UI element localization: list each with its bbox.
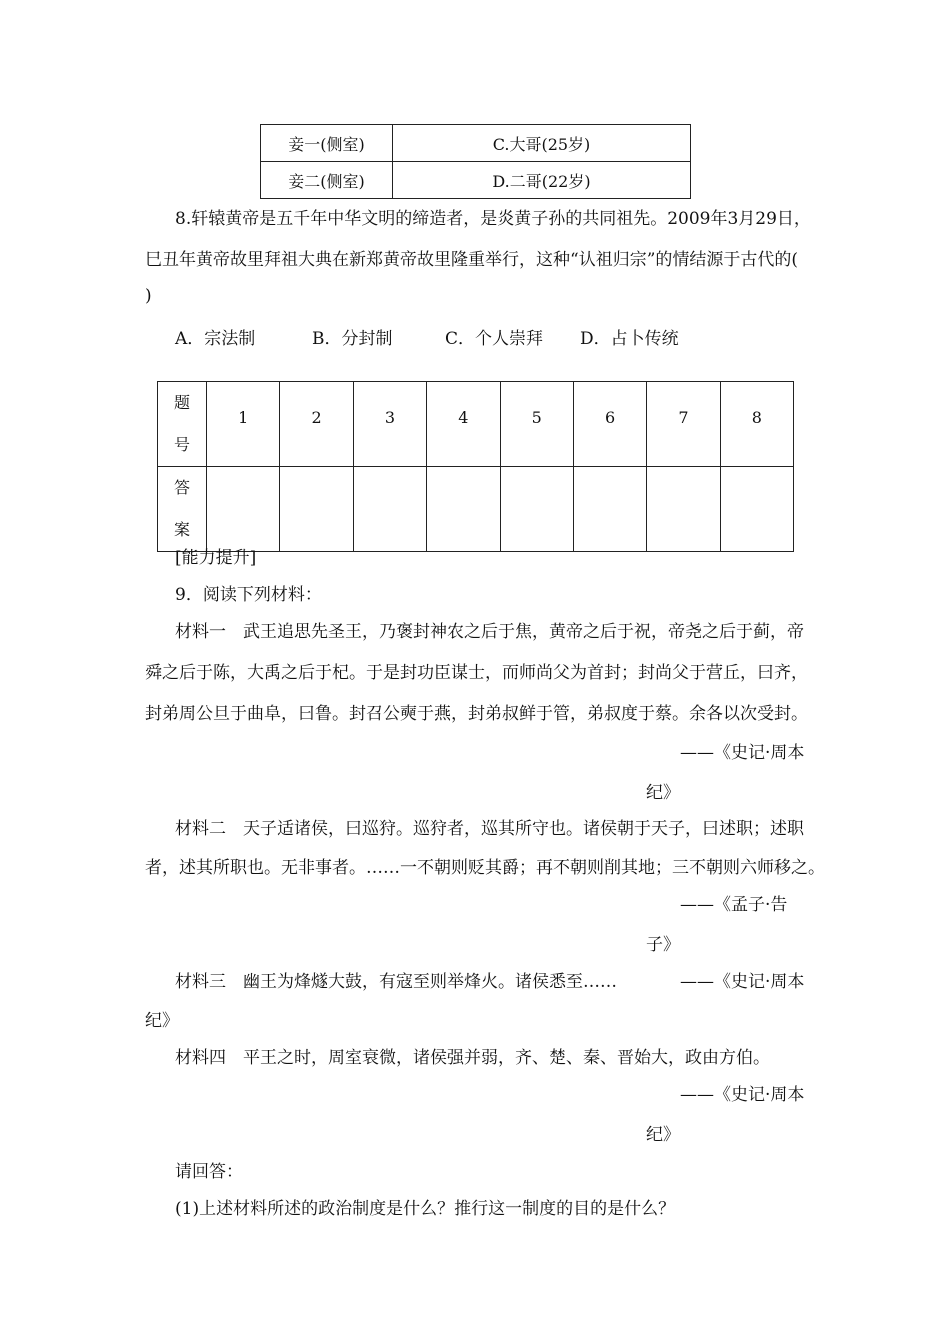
material-4-line-1: 材料四 平王之时，周室衰微，诸侯强并弱，齐、楚、秦、晋始大，政由方伯。 xyxy=(175,1048,770,1068)
material-2-source-end: 子》 xyxy=(646,935,680,955)
answer-cell[interactable] xyxy=(207,467,280,552)
table-cell: D.二哥(22岁) xyxy=(393,162,691,199)
material-2-line-1: 材料二 天子适诸侯，曰巡狩。巡狩者，巡其所守也。诸侯朝于天子，曰述职；述职 xyxy=(175,819,804,839)
header-label-char: 题 xyxy=(173,393,190,412)
question-number: 1 xyxy=(238,408,249,427)
table-cell: 妾一(侧室) xyxy=(261,125,393,162)
q9-subquestion-1: (1)上述材料所述的政治制度是什么？推行这一制度的目的是什么？ xyxy=(175,1199,676,1219)
table-cell xyxy=(647,382,720,467)
material-1-source: ——《史记·周本 xyxy=(680,743,805,763)
table-row xyxy=(261,162,691,199)
answer-cell[interactable] xyxy=(500,467,573,552)
q8-option-a: A．宗法制 xyxy=(175,329,256,349)
table-cell: 妾二(侧室) xyxy=(261,162,393,199)
table-cell xyxy=(280,382,353,467)
material-1-line-3: 封弟周公旦于曲阜，曰鲁。封召公奭于燕，封弟叔鲜于管，弟叔度于蔡。余各以次受封。 xyxy=(145,704,808,724)
question-number: 5 xyxy=(531,408,542,427)
q9-intro: 9．阅读下列材料： xyxy=(175,585,322,605)
header-label-char: 号 xyxy=(173,435,190,454)
material-1-line-2: 舜之后于陈，大禹之后于杞。于是封功臣谋士，而师尚父为首封；封尚父于营丘，曰齐， xyxy=(145,663,808,683)
question-number: 2 xyxy=(311,408,322,427)
table-cell xyxy=(353,382,426,467)
question-number: 4 xyxy=(458,408,469,427)
answer-label-char: 案 xyxy=(173,520,190,539)
q8-line-1: 8.轩辕黄帝是五千年中华文明的缔造者，是炎黄子孙的共同祖先。2009年3月29日， xyxy=(175,209,811,229)
answer-cell[interactable] xyxy=(720,467,793,552)
q9-prompt: 请回答： xyxy=(175,1162,243,1182)
header-label-cell xyxy=(158,382,207,467)
question-number: 7 xyxy=(678,408,689,427)
table-cell xyxy=(720,382,793,467)
answer-cell[interactable] xyxy=(573,467,646,552)
answer-label-cell xyxy=(158,467,207,552)
material-1-source-end: 纪》 xyxy=(646,783,680,803)
material-2-line-2: 者，述其所职也。无非事者。……一不朝则贬其爵；再不朝则削其地；三不朝则六师移之。 xyxy=(145,858,825,878)
question-number: 3 xyxy=(384,408,396,427)
table-cell xyxy=(207,382,280,467)
q8-line-3: ) xyxy=(145,286,152,306)
answer-cell[interactable] xyxy=(427,467,500,552)
material-2-source: ——《孟子·告 xyxy=(680,895,788,915)
material-4-source: ——《史记·周本 xyxy=(680,1085,805,1105)
answer-cell[interactable] xyxy=(647,467,720,552)
table-cell xyxy=(500,382,573,467)
material-1-line-1: 材料一 武王追思先圣王，乃褒封神农之后于焦，黄帝之后于祝，帝尧之后于蓟，帝 xyxy=(175,622,804,642)
table-row xyxy=(158,467,794,552)
q8-option-d: D．占卜传统 xyxy=(580,329,679,349)
q8-option-c: C．个人崇拜 xyxy=(445,329,544,349)
q8-line-2: 巳丑年黄帝故里拜祖大典在新郑黄帝故里隆重举行，这种“认祖归宗”的情结源于古代的( xyxy=(145,250,799,270)
q8-option-b: B．分封制 xyxy=(312,329,393,349)
table-row xyxy=(261,125,691,162)
material-4-source-end: 纪》 xyxy=(646,1125,680,1145)
material-3-source: ——《史记·周本 xyxy=(680,972,805,992)
table-cell: C.大哥(25岁) xyxy=(393,125,691,162)
material-3-line-1: 材料三 幽王为烽燧大鼓，有寇至则举烽火。诸侯悉至…… xyxy=(175,972,617,992)
family-table xyxy=(260,124,691,199)
section-title: [能力提升] xyxy=(175,548,257,568)
answer-table xyxy=(157,381,794,552)
table-row xyxy=(158,382,794,467)
answer-cell[interactable] xyxy=(353,467,426,552)
answer-label-char: 答 xyxy=(173,478,190,497)
answer-cell[interactable] xyxy=(280,467,353,552)
question-number: 6 xyxy=(604,408,616,427)
table-cell xyxy=(427,382,500,467)
table-cell xyxy=(573,382,646,467)
question-number: 8 xyxy=(751,408,762,427)
material-3-source-end: 纪》 xyxy=(145,1011,179,1031)
